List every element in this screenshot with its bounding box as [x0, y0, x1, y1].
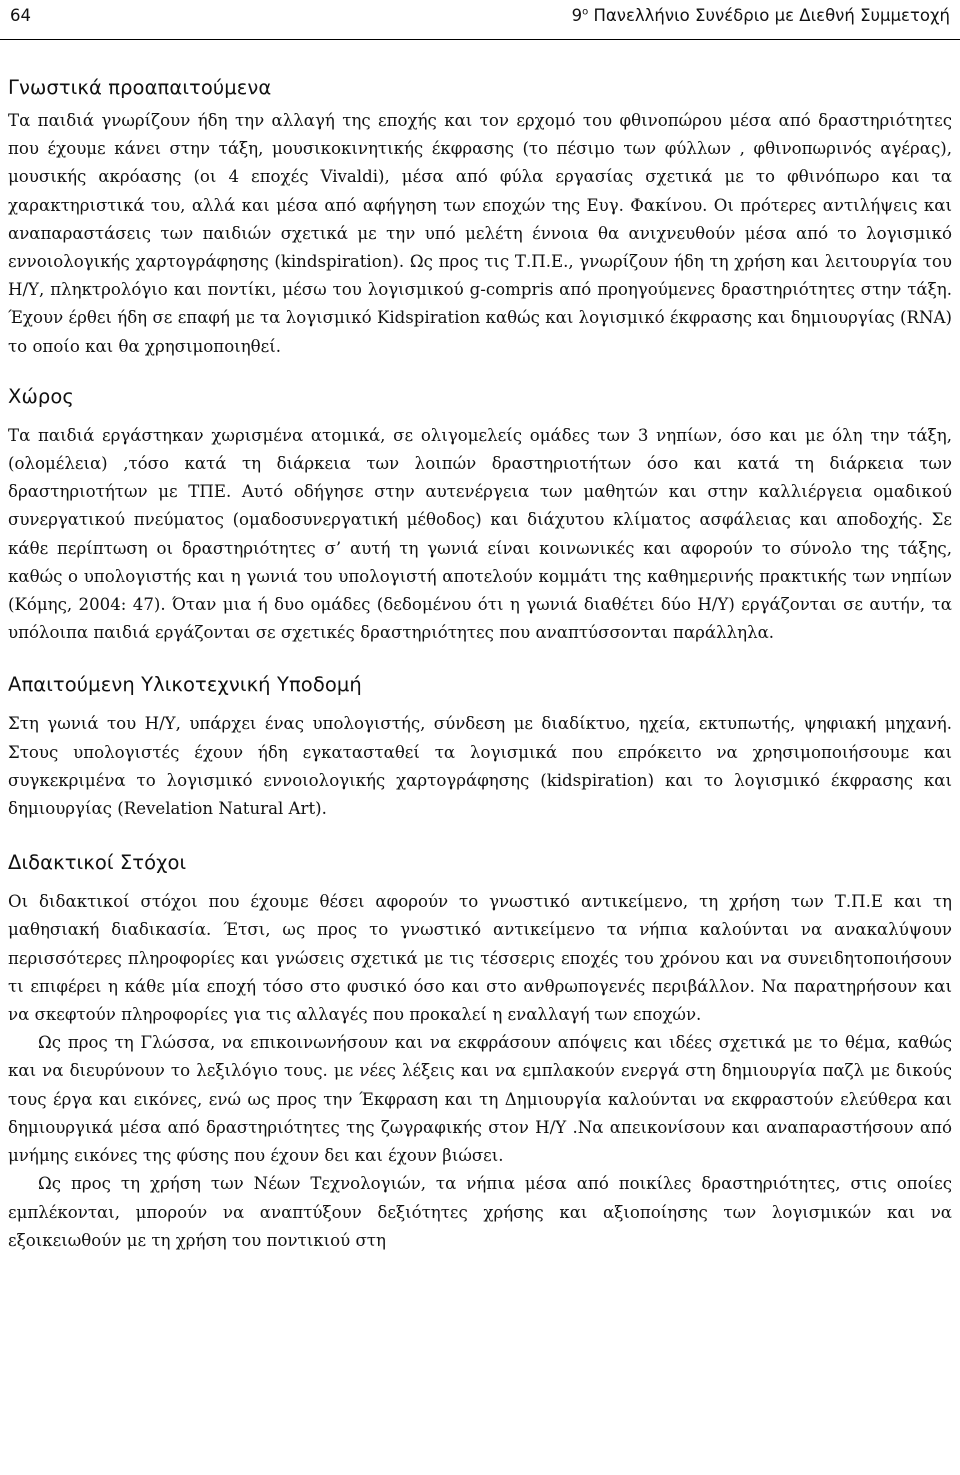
- paragraph-goals-knowledge: Οι διδακτικοί στόχοι που έχουμε θέσει αφορούν το γνωστικό αντικείμενο, τη χρήση των Τ.Π.Ε και τη μαθησιακή διαδικασία. Έτσι, ως προς το γνωστικό αντικείμενο τα νήπια καλούνται να ανακαλύψουν περισσότερες πληροφορίες και γνώσεις σχετικά με τις τέσσερις εποχές του χρόνου και να συνειδητοποιήσουν τι επιφέρει η κάθε μία εποχή τόσο στο φυσικό όσο και στο ανθρωπογενές περιβάλλον. Να παρατηρήσουν και να σκεφτούν πληροφορίες για τις αλλαγές που προκαλεί η εναλλαγή των εποχών.: [8, 892, 952, 1025]
- section-heading-space: Χώρος: [8, 384, 74, 408]
- paragraph-goals-language: Ως προς τη Γλώσσα, να επικοινωνήσουν και να εκφράσουν απόψεις και ιδέες σχετικά με το θέμα, καθώς και να διευρύνουν το λεξιλόγιο τους. με νέες λέξεις και να εμπλακούν ενεργά στη δημιουργία παζλ με δικούς τους έργα και εικόνες, ενώ ως προς την Έκφραση και τη Δημιουργία καλούνται να εκφραστούν ελεύθερα και δημιουργικά μέσα από δραστηριότητες της ζωγραφικής στον Η/Υ .Να απεικονίσουν και αναπαραστήσουν από μνήμης εικόνες της φύσης που έχουν δει και έχουν βιώσει.: [8, 1033, 952, 1166]
- section-heading-goals: Διδακτικοί Στόχοι: [8, 851, 187, 875]
- page-content: [8, 70, 952, 1255]
- paragraph-prerequisites: Τα παιδιά γνωρίζουν ήδη την αλλαγή της εποχής και τον ερχομό του φθινοπώρου μέσα από δραστηριότητες που έχουμε κάνει στην τάξη, μουσικοκινητικής έκφρασης (το πέσιμο των φύλλων , φθινοπωρινός αγέρας), μουσικής ακρόασης (οι 4 εποχές Vivaldi), μέσα από φύλα εργασίας σχετικά με το φθινόπωρο και τα χαρακτηριστικά του, αλλά και μέσα από αφήγηση των εποχών της Ευγ. Φακίνου. Οι πρότερες αντιλήψεις και αναπαραστάσεις των παιδιών σχετικά με την υπό μελέτη έννοια θα ανιχνευθούν μέσα από το λογισμικό εννοιολογικής χαρτογράφησης (kindspiration). Ως προς τις Τ.Π.Ε., γνωρίζουν ήδη τη χρήση και λειτουργία του Η/Υ, πληκτρολόγιο και ποντίκι, μέσω του λογισμικού g-compris από προηγούμενες δραστηριότητες στην τάξη. Έχουν έρθει ήδη σε επαφή με τα λογισμικό Kidspiration καθώς και λογισμικό έκφρασης και δημιουργίας (RNA) το οποίο και θα χρησιμοποιηθεί.: [8, 111, 952, 356]
- conference-title: [572, 6, 950, 25]
- page-number: 64: [10, 6, 31, 25]
- section-heading-equipment: Απαιτούμενη Υλικοτεχνική Υποδομή: [8, 673, 362, 697]
- conference-title-number: 9: [571, 6, 583, 25]
- running-header: [0, 0, 960, 40]
- conference-title-text: Πανελλήνιο Συνέδριο με Διεθνή Συμμετοχή: [588, 6, 950, 25]
- paragraph-goals-technology: Ως προς τη χρήση των Νέων Τεχνολογιών, τα νήπια μέσα από ποικίλες δραστηριότητες, στις οποίες εμπλέκονται, μπορούν να αναπτύξουν δεξιότητες χρήσης και αξιοποίησης των λογισμικών και να εξοικειωθούν με τη χρήση του ποντικιού στη: [8, 1174, 952, 1250]
- section-heading-prerequisites: Γνωστικά προαπαιτούμενα: [8, 76, 272, 99]
- paragraph-equipment: Στη γωνιά του Η/Υ, υπάρχει ένας υπολογιστής, σύνδεση με διαδίκτυο, ηχεία, εκτυπωτής, ψηφιακή μηχανή. Στους υπολογιστές έχουν ήδη εγκατασταθεί τα λογισμικά που επρόκειτο να χρησιμοποιήσουμε και συγκεκριμένα το λογισμικό εννοιολογικής χαρτογράφησης (kidspiration) και το λογισμικό έκφρασης και δημιουργίας (Revelation Natural Art).: [8, 714, 952, 819]
- conference-title-ordinal: ο: [582, 6, 589, 18]
- paragraph-space: Τα παιδιά εργάστηκαν χωρισμένα ατομικά, σε ολιγομελείς ομάδες των 3 νηπίων, όσο και με όλη την τάξη, (ολομέλεια) ,τόσο κατά τη διάρκεια των λοιπών δραστηριοτήτων όσο και κατά τη διάρκεια των δραστηριοτήτων με ΤΠΕ. Αυτό οδήγησε στην αυτενέργεια των μαθητών και στην καλλιέργεια ομαδικού συνεργατικού πνεύματος (ομαδοσυνεργατική μέθοδος) και διάχυτου κλίματος ασφάλειας και αποδοχής. Σε κάθε περίπτωση οι δραστηριότητες σ’ αυτή τη γωνιά είναι κοινωνικές και αφορούν το σύνολο της τάξης, καθώς ο υπολογιστής και η γωνιά του υπολογιστή αποτελούν κομμάτι της καθημερινής πρακτικής των νηπίων (Κόμης, 2004: 47). Όταν μια ή δυο ομάδες (δεδομένου ότι η γωνιά διαθέτει δύο Η/Υ) εργάζονται σε αυτήν, τα υπόλοιπα παιδιά εργάζονται σε σχετικές δραστηριότητες που αναπτύσσονται παράλληλα.: [8, 425, 952, 643]
